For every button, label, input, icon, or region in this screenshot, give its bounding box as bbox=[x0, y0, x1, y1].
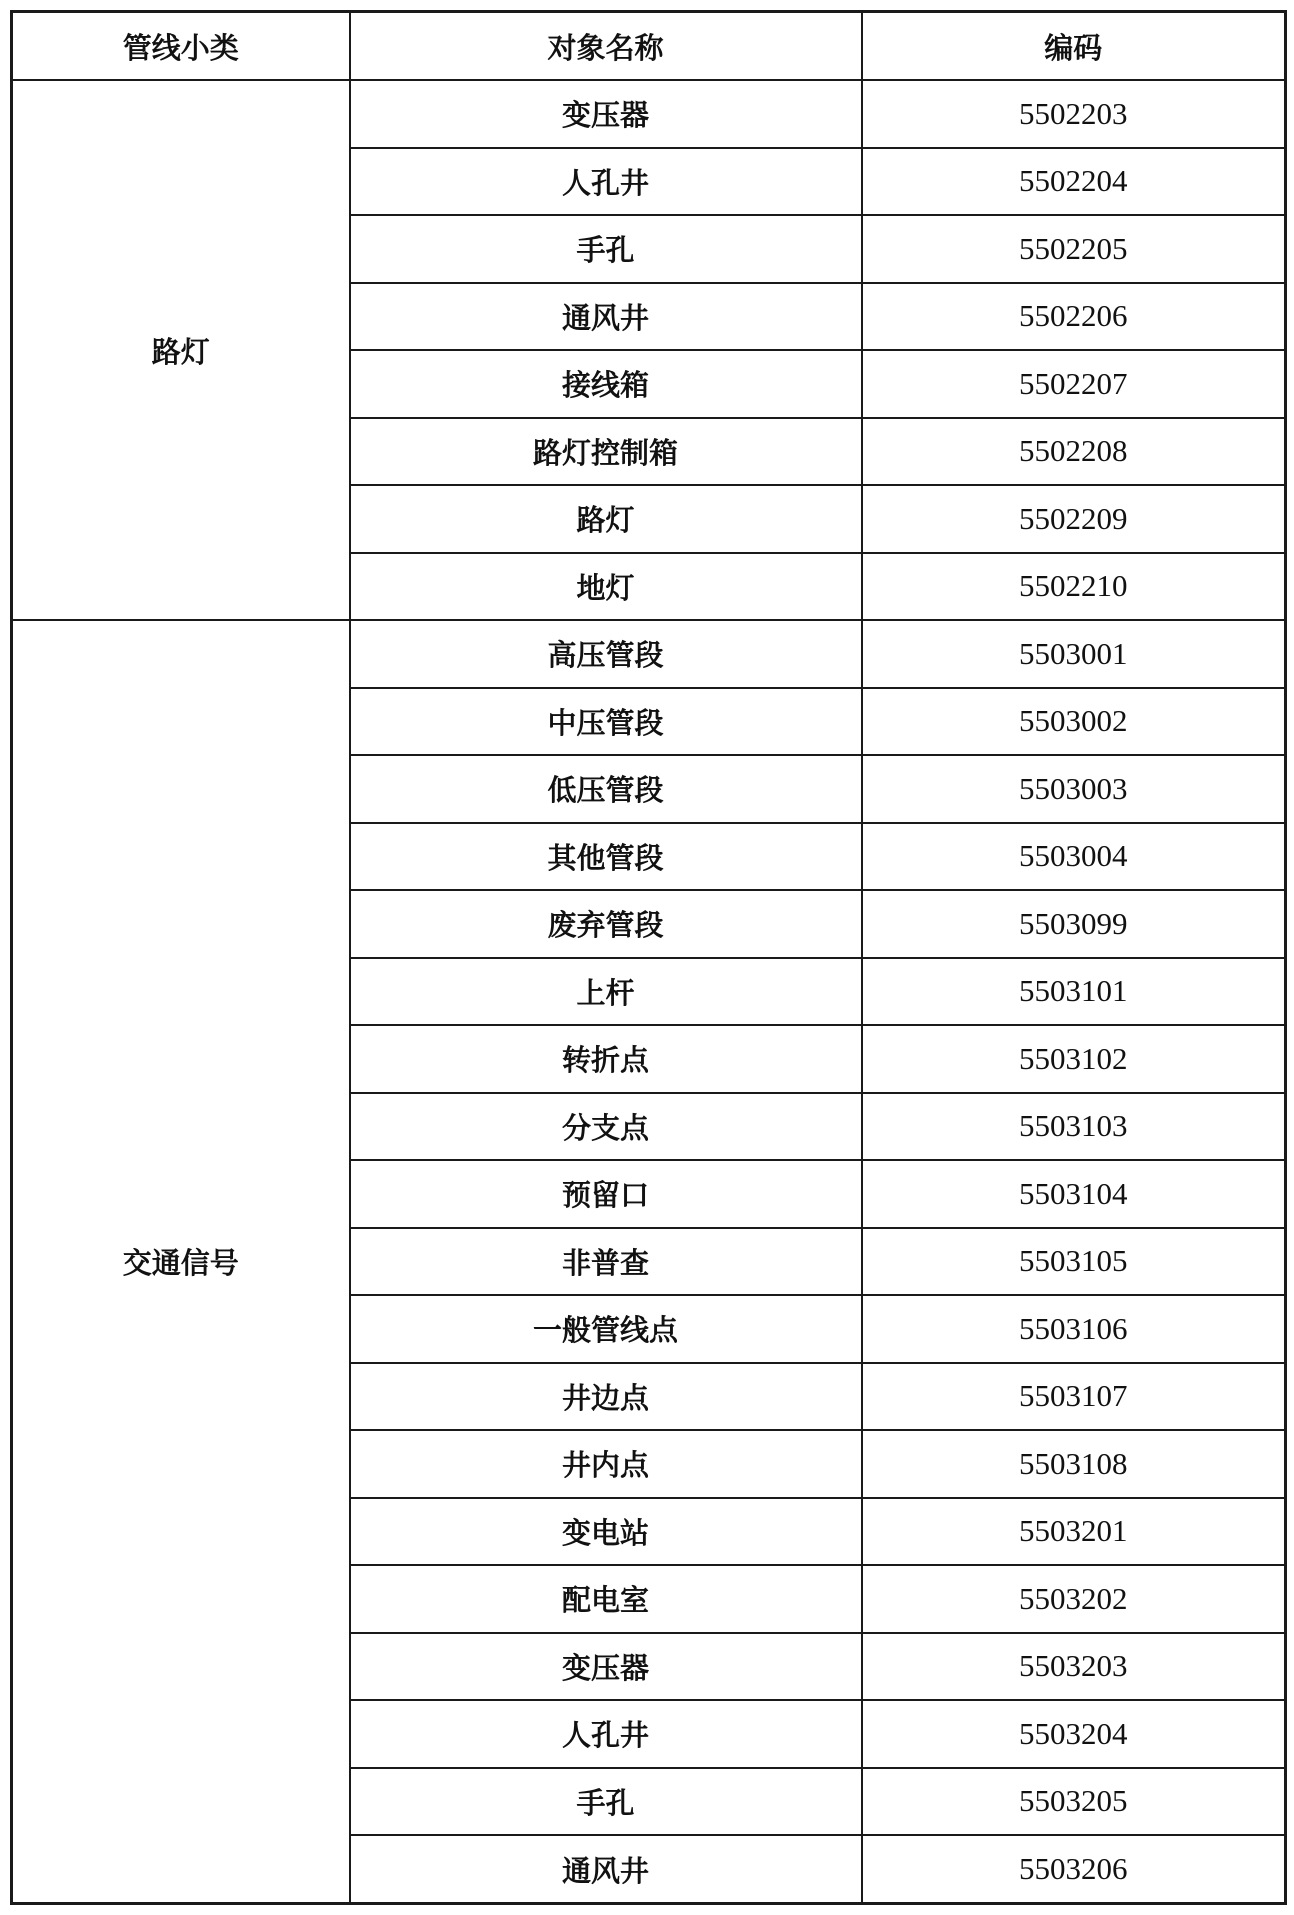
code-cell: 5503102 bbox=[862, 1025, 1286, 1093]
code-cell: 5503001 bbox=[862, 620, 1286, 688]
code-cell: 5503099 bbox=[862, 890, 1286, 958]
code-cell: 5503106 bbox=[862, 1295, 1286, 1363]
object-name-cell: 变压器 bbox=[350, 80, 862, 148]
object-name-cell: 高压管段 bbox=[350, 620, 862, 688]
header-code: 编码 bbox=[862, 12, 1286, 81]
code-cell: 5502203 bbox=[862, 80, 1286, 148]
object-name-cell: 变压器 bbox=[350, 1633, 862, 1701]
object-name-cell: 井内点 bbox=[350, 1430, 862, 1498]
code-cell: 5502208 bbox=[862, 418, 1286, 486]
object-name-cell: 地灯 bbox=[350, 553, 862, 621]
code-cell: 5503204 bbox=[862, 1700, 1286, 1768]
code-cell: 5503107 bbox=[862, 1363, 1286, 1431]
object-name-cell: 路灯 bbox=[350, 485, 862, 553]
object-name-cell: 转折点 bbox=[350, 1025, 862, 1093]
object-name-cell: 路灯控制箱 bbox=[350, 418, 862, 486]
category-cell: 交通信号 bbox=[12, 620, 350, 1904]
header-object-name: 对象名称 bbox=[350, 12, 862, 81]
code-cell: 5503202 bbox=[862, 1565, 1286, 1633]
object-name-cell: 上杆 bbox=[350, 958, 862, 1026]
table-body bbox=[12, 80, 1286, 1904]
object-name-cell: 接线箱 bbox=[350, 350, 862, 418]
document-page bbox=[10, 10, 1284, 1905]
object-name-cell: 手孔 bbox=[350, 215, 862, 283]
object-name-cell: 人孔井 bbox=[350, 1700, 862, 1768]
object-name-cell: 中压管段 bbox=[350, 688, 862, 756]
code-cell: 5503002 bbox=[862, 688, 1286, 756]
code-cell: 5502207 bbox=[862, 350, 1286, 418]
code-cell: 5502210 bbox=[862, 553, 1286, 621]
object-name-cell: 通风井 bbox=[350, 283, 862, 351]
object-name-cell: 手孔 bbox=[350, 1768, 862, 1836]
code-table bbox=[10, 10, 1287, 1905]
object-name-cell: 预留口 bbox=[350, 1160, 862, 1228]
code-cell: 5502204 bbox=[862, 148, 1286, 216]
code-cell: 5503203 bbox=[862, 1633, 1286, 1701]
table-row bbox=[12, 80, 1286, 148]
code-cell: 5503108 bbox=[862, 1430, 1286, 1498]
header-category: 管线小类 bbox=[12, 12, 350, 81]
category-cell: 路灯 bbox=[12, 80, 350, 620]
object-name-cell: 变电站 bbox=[350, 1498, 862, 1566]
object-name-cell: 非普查 bbox=[350, 1228, 862, 1296]
object-name-cell: 废弃管段 bbox=[350, 890, 862, 958]
code-cell: 5503103 bbox=[862, 1093, 1286, 1161]
code-cell: 5503201 bbox=[862, 1498, 1286, 1566]
code-cell: 5502206 bbox=[862, 283, 1286, 351]
code-cell: 5503004 bbox=[862, 823, 1286, 891]
object-name-cell: 一般管线点 bbox=[350, 1295, 862, 1363]
object-name-cell: 人孔井 bbox=[350, 148, 862, 216]
object-name-cell: 分支点 bbox=[350, 1093, 862, 1161]
object-name-cell: 通风井 bbox=[350, 1835, 862, 1904]
code-cell: 5503205 bbox=[862, 1768, 1286, 1836]
code-cell: 5503206 bbox=[862, 1835, 1286, 1904]
code-cell: 5502209 bbox=[862, 485, 1286, 553]
table-header-row bbox=[12, 12, 1286, 81]
object-name-cell: 配电室 bbox=[350, 1565, 862, 1633]
code-cell: 5503003 bbox=[862, 755, 1286, 823]
object-name-cell: 其他管段 bbox=[350, 823, 862, 891]
table-row bbox=[12, 620, 1286, 688]
object-name-cell: 井边点 bbox=[350, 1363, 862, 1431]
code-cell: 5502205 bbox=[862, 215, 1286, 283]
code-cell: 5503105 bbox=[862, 1228, 1286, 1296]
code-cell: 5503101 bbox=[862, 958, 1286, 1026]
code-cell: 5503104 bbox=[862, 1160, 1286, 1228]
object-name-cell: 低压管段 bbox=[350, 755, 862, 823]
